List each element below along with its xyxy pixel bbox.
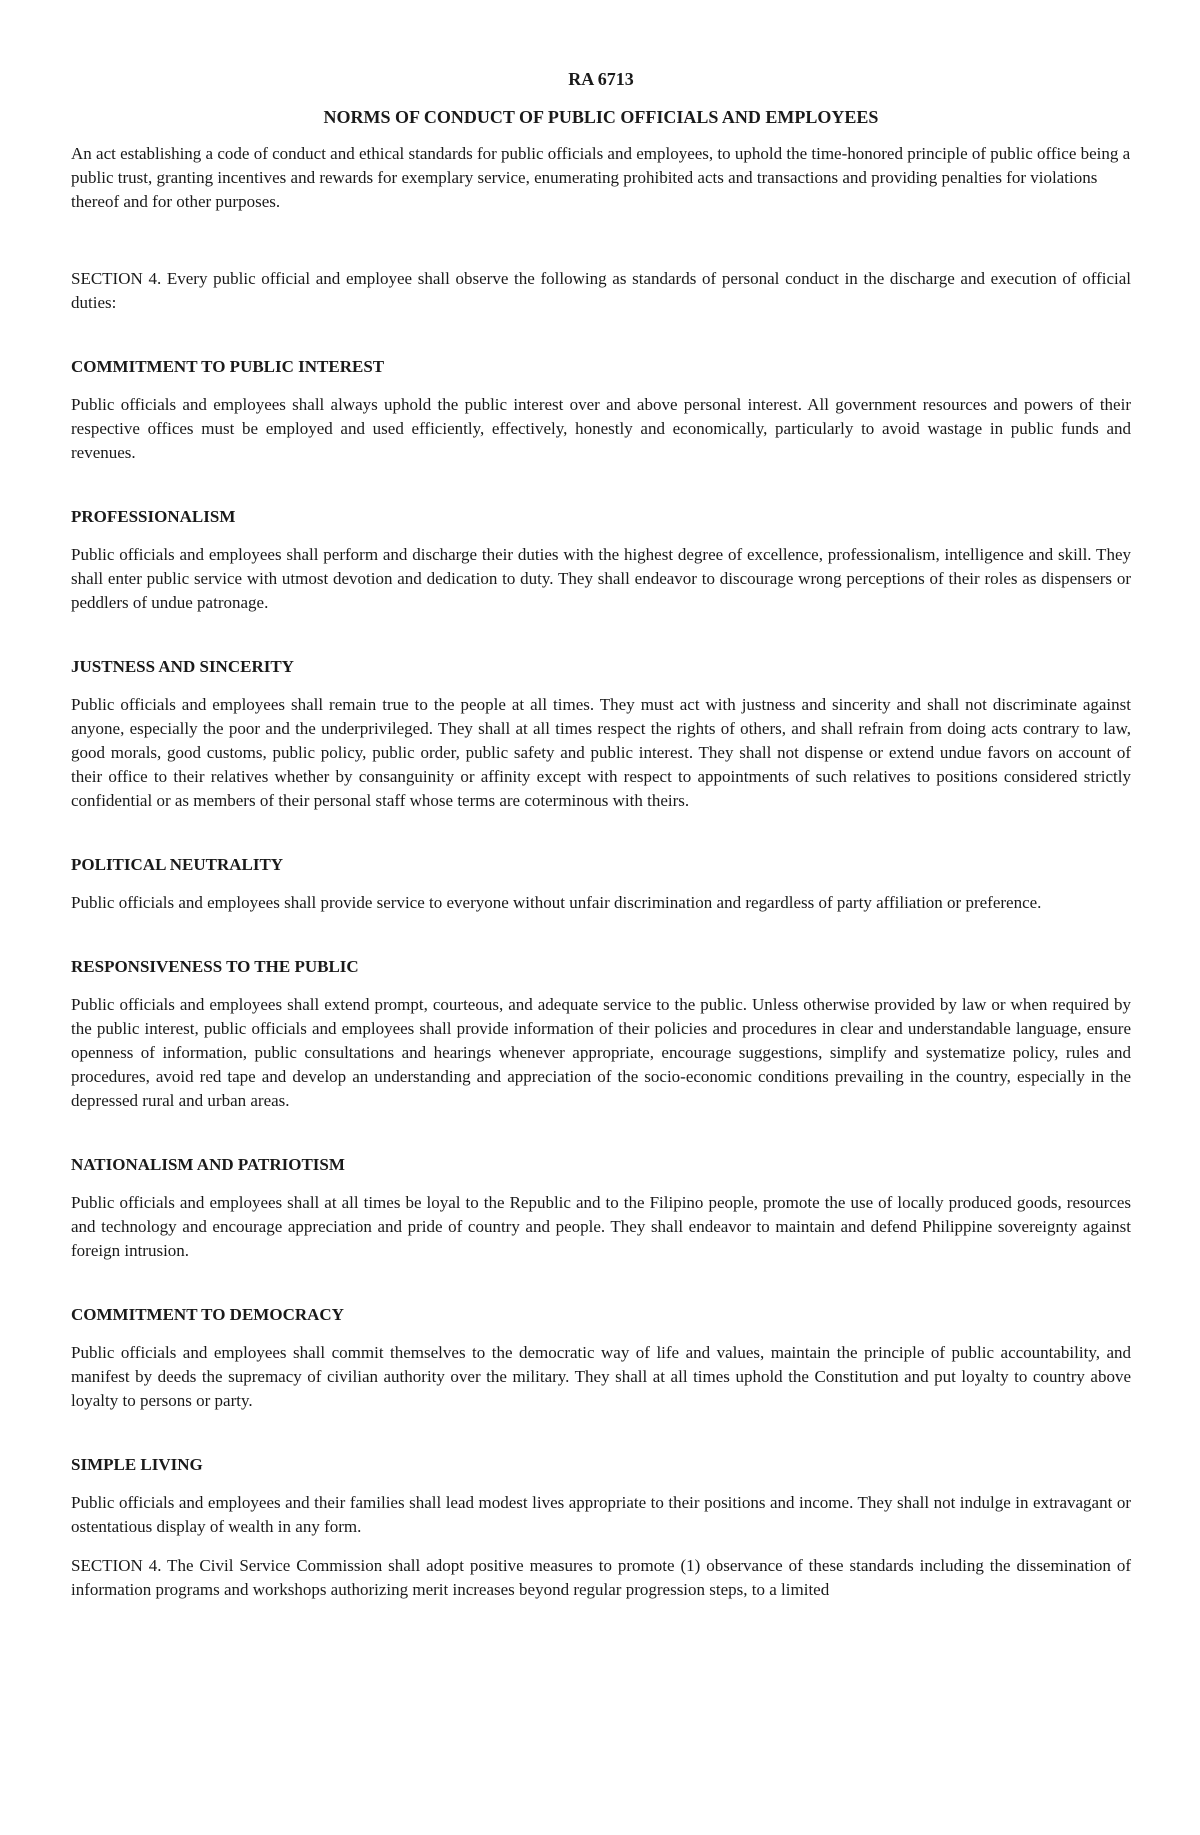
section-heading: COMMITMENT TO PUBLIC INTEREST <box>71 357 385 376</box>
document-subtitle: NORMS OF CONDUCT OF PUBLIC OFFICIALS AND EMPLOYEES <box>323 107 879 127</box>
section-heading: NATIONALISM AND PATRIOTISM <box>71 1155 345 1174</box>
section-commitment-to-public-interest <box>71 356 1131 465</box>
section-responsiveness-to-the-public <box>71 956 1131 1113</box>
section-body: Public officials and employees and their families shall lead modest lives appropriate to their positions and income. They shall not indulge in extravagant or ostentatious display of wealth in any form. <box>71 1493 1131 1536</box>
section-nationalism-and-patriotism <box>71 1154 1131 1263</box>
section-commitment-to-democracy <box>71 1304 1131 1413</box>
section-heading: COMMITMENT TO DEMOCRACY <box>71 1305 344 1324</box>
section-professionalism <box>71 506 1131 615</box>
document-title: RA 6713 <box>568 69 634 89</box>
closing-paragraph: SECTION 4. The Civil Service Commission shall adopt positive measures to promote (1) observance of these standards including the dissemination of information programs and workshops authorizing merit increases beyond regular progression steps, to a limited <box>71 1556 1131 1599</box>
section-justness-and-sincerity <box>71 656 1131 813</box>
section-simple-living <box>71 1454 1131 1539</box>
section-body: Public officials and employees shall always uphold the public interest over and above personal interest. All government resources and powers of their respective offices must be employed and used efficiently, effectively, honestly and economically, particularly to avoid wastage in public funds and revenues. <box>71 395 1131 462</box>
section-body: Public officials and employees shall provide service to everyone without unfair discrimination and regardless of party affiliation or preference. <box>71 893 1042 912</box>
section-heading: JUSTNESS AND SINCERITY <box>71 657 294 676</box>
section-heading: SIMPLE LIVING <box>71 1455 203 1474</box>
preamble-paragraph: An act establishing a code of conduct and ethical standards for public officials and employees, to uphold the time-honored principle of public office being a public trust, granting incentives and rewards for exemplary service, enumerating prohibited acts and transactions and providing penalties for violations thereof and for other purposes. <box>71 144 1131 211</box>
section-heading: POLITICAL NEUTRALITY <box>71 855 284 874</box>
section-heading: RESPONSIVENESS TO THE PUBLIC <box>71 957 359 976</box>
section-heading: PROFESSIONALISM <box>71 507 236 526</box>
section-body: Public officials and employees shall remain true to the people at all times. They must act with justness and sincerity and shall not discriminate against anyone, especially the poor and the underprivileged. They shall at all times respect the rights of others, and shall refrain from doing acts contrary to law, good morals, good customs, public policy, public order, public safety and public interest. They shall not dispense or extend undue favors on account of their office to their relatives whether by consanguinity or affinity except with respect to appointments of such relatives to positions considered strictly confidential or as members of their personal staff whose terms are coterminous with theirs. <box>71 695 1131 810</box>
section-body: Public officials and employees shall at all times be loyal to the Republic and to the Filipino people, promote the use of locally produced goods, resources and technology and encourage appreciation and pride of country and people. They shall endeavor to maintain and defend Philippine sovereignty against foreign intrusion. <box>71 1193 1131 1260</box>
section-body: Public officials and employees shall commit themselves to the democratic way of life and values, maintain the principle of public accountability, and manifest by deeds the supremacy of civilian authority over the military. They shall at all times uphold the Constitution and put loyalty to country above loyalty to persons or party. <box>71 1343 1131 1410</box>
section-body: Public officials and employees shall perform and discharge their duties with the highest degree of excellence, professionalism, intelligence and skill. They shall enter public service with utmost devotion and dedication to duty. They shall endeavor to discourage wrong perceptions of their roles as dispensers or peddlers of undue patronage. <box>71 545 1131 612</box>
section-body: Public officials and employees shall extend prompt, courteous, and adequate service to the public. Unless otherwise provided by law or when required by the public interest, public officials and employees shall provide information of their policies and procedures in clear and understandable language, ensure openness of information, public consultations and hearings whenever appropriate, encourage suggestions, simplify and systematize policy, rules and procedures, avoid red tape and develop an understanding and appreciation of the socio-economic conditions prevailing in the country, especially in the depressed rural and urban areas. <box>71 995 1131 1110</box>
document-page <box>71 68 1131 1602</box>
section-political-neutrality <box>71 854 1131 915</box>
section-intro-paragraph: SECTION 4. Every public official and employee shall observe the following as standards of personal conduct in the discharge and execution of official duties: <box>71 269 1131 312</box>
